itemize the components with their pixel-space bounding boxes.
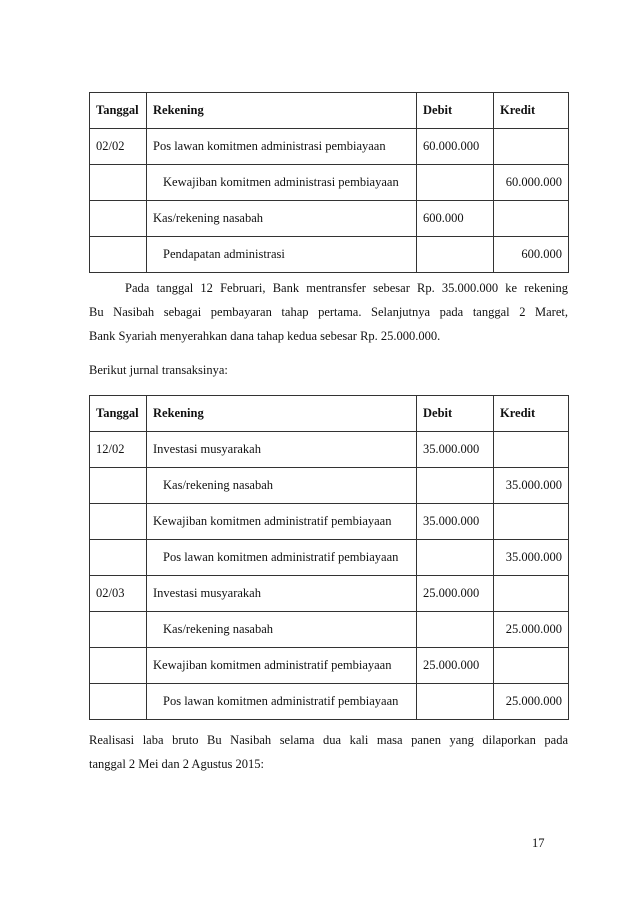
cell-debit [417,612,494,648]
table-row [90,576,569,612]
cell-debit [417,165,494,201]
cell-kredit [494,201,569,237]
table-row [90,237,569,273]
cell-tanggal [90,504,147,540]
cell-rekening: Kas/rekening nasabah [147,468,417,504]
table-row [90,468,569,504]
table-header-row [90,93,569,129]
cell-rekening: Pos lawan komitmen administrasi pembiayaan [147,129,417,165]
paragraph-line: Bu Nasibah sebagai pembayaran tahap pertama. Selanjutnya pada tanggal 2 Maret, [89,305,568,319]
header-rekening: Rekening [147,396,417,432]
cell-debit: 600.000 [417,201,494,237]
cell-rekening: Kewajiban komitmen administratif pembiayaan [147,504,417,540]
cell-rekening: Kewajiban komitmen administratif pembiayaan [147,648,417,684]
cell-debit [417,468,494,504]
cell-kredit: 35.000.000 [494,468,569,504]
cell-rekening: Kas/rekening nasabah [147,612,417,648]
journal-table-2 [89,395,569,720]
cell-debit: 35.000.000 [417,504,494,540]
table-row [90,612,569,648]
paragraph-line: Realisasi laba bruto Bu Nasibah selama dua kali masa panen yang dilaporkan pada [89,733,568,747]
cell-tanggal: 12/02 [90,432,147,468]
cell-tanggal [90,648,147,684]
page-number: 17 [532,836,545,850]
paragraph-intro [89,358,568,382]
cell-rekening: Pos lawan komitmen administratif pembiayaan [147,684,417,720]
header-kredit: Kredit [494,93,569,129]
cell-tanggal: 02/03 [90,576,147,612]
cell-rekening: Investasi musyarakah [147,576,417,612]
journal-table-1 [89,92,569,273]
header-tanggal: Tanggal [90,93,147,129]
cell-debit: 25.000.000 [417,576,494,612]
paragraph-line: tanggal 2 Mei dan 2 Agustus 2015: [89,757,264,771]
cell-kredit: 35.000.000 [494,540,569,576]
cell-kredit: 60.000.000 [494,165,569,201]
cell-debit [417,540,494,576]
cell-debit [417,237,494,273]
cell-kredit: 25.000.000 [494,684,569,720]
cell-kredit [494,129,569,165]
table-header-row [90,396,569,432]
cell-tanggal [90,684,147,720]
cell-rekening: Kewajiban komitmen administrasi pembiayaan [147,165,417,201]
cell-kredit [494,432,569,468]
cell-debit: 25.000.000 [417,648,494,684]
table-row [90,432,569,468]
cell-tanggal [90,201,147,237]
cell-rekening: Pendapatan administrasi [147,237,417,273]
table-row [90,504,569,540]
cell-debit [417,684,494,720]
header-tanggal: Tanggal [90,396,147,432]
paragraph-transfer [89,276,568,348]
header-rekening: Rekening [147,93,417,129]
cell-kredit [494,504,569,540]
cell-rekening: Pos lawan komitmen administratif pembiayaan [147,540,417,576]
cell-tanggal [90,237,147,273]
paragraph-line: Berikut jurnal transaksinya: [89,363,228,377]
paragraph-realisasi [89,728,568,776]
table-row [90,201,569,237]
paragraph-line: Bank Syariah menyerahkan dana tahap kedua sebesar Rp. 25.000.000. [89,329,441,343]
table-row [90,684,569,720]
cell-tanggal [90,540,147,576]
cell-tanggal: 02/02 [90,129,147,165]
header-kredit: Kredit [494,396,569,432]
table-row [90,648,569,684]
cell-rekening: Kas/rekening nasabah [147,201,417,237]
cell-tanggal [90,468,147,504]
cell-tanggal [90,165,147,201]
cell-kredit: 600.000 [494,237,569,273]
cell-kredit [494,576,569,612]
paragraph-line: Pada tanggal 12 Februari, Bank mentransfer sebesar Rp. 35.000.000 ke rekening [125,281,568,295]
table-row [90,165,569,201]
cell-debit: 60.000.000 [417,129,494,165]
table-row [90,129,569,165]
cell-debit: 35.000.000 [417,432,494,468]
cell-rekening: Investasi musyarakah [147,432,417,468]
cell-kredit: 25.000.000 [494,612,569,648]
header-debit: Debit [417,93,494,129]
cell-kredit [494,648,569,684]
table-row [90,540,569,576]
cell-tanggal [90,612,147,648]
header-debit: Debit [417,396,494,432]
